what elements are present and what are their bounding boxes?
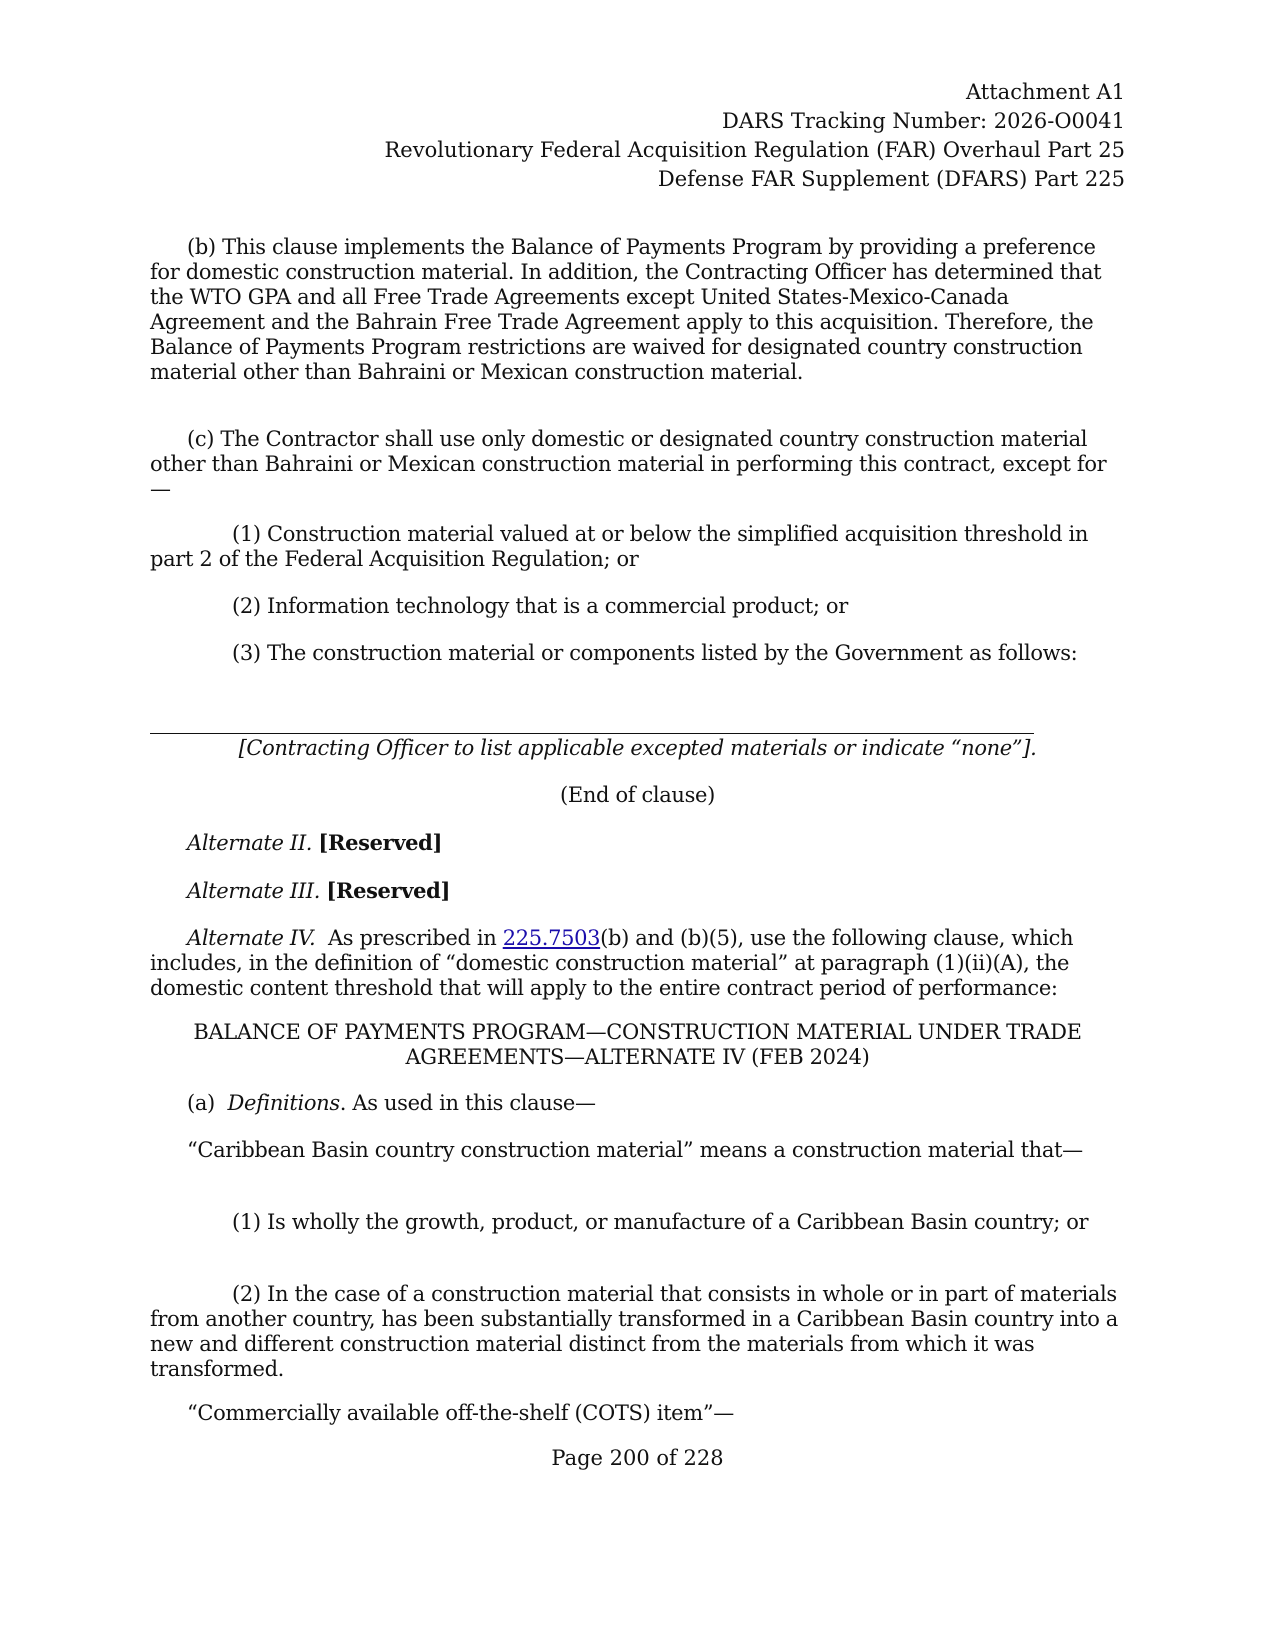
co-instruction: [Contracting Officer to list applicable excepted materials or indicate “none”]. [238, 736, 1037, 760]
alternate-iii: Alternate III. [Reserved] [187, 878, 451, 903]
paragraph-b: (b) This clause implements the Balance of Payments Program by providing a preference for domestic construction material. In addition, the Contracting Officer has determined that the WTO GPA and all Free Trade Agreements except United States-Mexico-Canada Agreement and the Bahrain Free Trade Agreement apply to this acquisition. Therefore, the Balance of Payments Program restrictions are waived for designated country construction material other than Bahraini or Mexican construction material. [150, 235, 1102, 384]
page-number: Page 200 of 228 [551, 1446, 724, 1470]
alternate-iv: Alternate IV. As prescribed in 225.7503(b) and (b)(5), use the following clause, which includes, in the definition of “domestic construction material” at paragraph (1)(ii)(A), the domestic content threshold that will apply to the entire contract period of performance: [150, 926, 1074, 1000]
dfars-225-7503-link[interactable]: 225.7503 [502, 926, 601, 950]
alternate-ii: Alternate II. [Reserved] [187, 830, 443, 855]
excepted-materials-line [150, 733, 1034, 734]
dfars-part-title: Defense FAR Supplement (DFARS) Part 225 [657, 167, 1125, 191]
definition-caribbean-basin-2: (2) In the case of a construction material that consists in whole or in part of materials from another country, has been substantially transformed in a Caribbean Basin country into a new and different construction material distinct from the materials from which it was transformed. [150, 1282, 1118, 1381]
document-header [385, 78, 1126, 194]
definition-cots: “Commercially available off-the-shelf (COTS) item”— [187, 1401, 734, 1425]
paragraph-c1: (1) Construction material valued at or below the simplified acquisition threshold in part 2 of the Federal Acquisition Regulation; or [150, 522, 1089, 571]
definition-caribbean-basin: “Caribbean Basin country construction material” means a construction material that— [187, 1138, 1083, 1162]
end-of-clause: (End of clause) [560, 783, 715, 807]
tracking-number: DARS Tracking Number: 2026-O0041 [722, 109, 1125, 133]
clause-title: BALANCE OF PAYMENTS PROGRAM—CONSTRUCTION MATERIAL UNDER TRADE AGREEMENTS—ALTERNATE IV (FEB 2024) [193, 1020, 1082, 1069]
definition-caribbean-basin-1: (1) Is wholly the growth, product, or manufacture of a Caribbean Basin country; or [232, 1210, 1089, 1234]
paragraph-c3: (3) The construction material or components listed by the Government as follows: [232, 641, 1078, 665]
paragraph-c2: (2) Information technology that is a commercial product; or [232, 594, 848, 618]
far-part-title: Revolutionary Federal Acquisition Regulation (FAR) Overhaul Part 25 [384, 138, 1125, 162]
attachment-label: Attachment A1 [966, 80, 1125, 104]
paragraph-c: (c) The Contractor shall use only domestic or designated country construction material other than Bahraini or Mexican construction material in performing this contract, except for— [150, 427, 1107, 501]
paragraph-a-definitions: (a) Definitions. As used in this clause— [187, 1091, 596, 1115]
